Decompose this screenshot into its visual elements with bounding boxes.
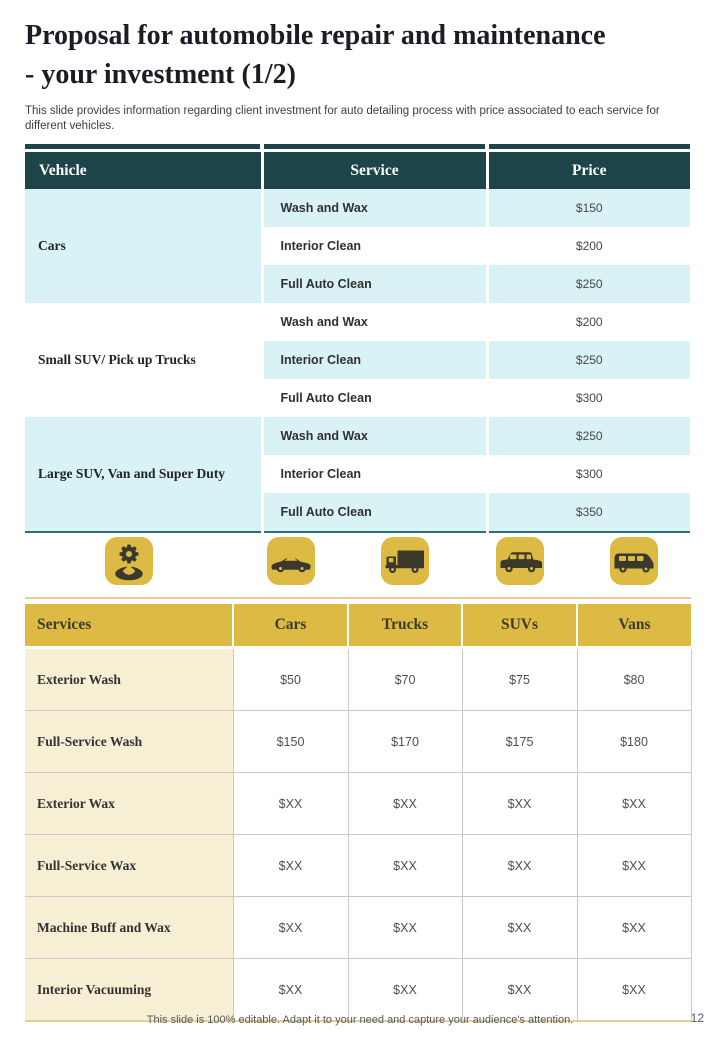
service-cell: Wash and Wax bbox=[262, 189, 487, 227]
price-cell: $XX bbox=[233, 773, 348, 835]
price-cell: $XX bbox=[577, 835, 691, 897]
vehicle-cell: Small SUV/ Pick up Trucks bbox=[25, 303, 262, 417]
pricing-table bbox=[25, 152, 690, 533]
price-cell: $150 bbox=[487, 189, 690, 227]
price-cell: $XX bbox=[348, 897, 462, 959]
table-row bbox=[25, 835, 691, 897]
price-cell: $300 bbox=[487, 455, 690, 493]
table-row bbox=[25, 897, 691, 959]
price-cell: $XX bbox=[348, 773, 462, 835]
car-icon bbox=[267, 537, 315, 585]
van-icon bbox=[610, 537, 658, 585]
accent-segment bbox=[25, 144, 260, 149]
table-row bbox=[25, 648, 691, 711]
accent-segment bbox=[489, 144, 690, 149]
page-number: 12 bbox=[690, 1011, 704, 1025]
price-cell: $80 bbox=[577, 648, 691, 711]
table-row bbox=[25, 303, 690, 341]
slide-description: This slide provides information regarding client investment for auto detailing process with price associated to each service for different vehicles. bbox=[25, 105, 660, 132]
price-cell: $XX bbox=[577, 959, 691, 1022]
price-cell: $XX bbox=[462, 959, 577, 1022]
price-cell: $200 bbox=[487, 227, 690, 265]
table-row bbox=[25, 417, 690, 455]
price-cell: $250 bbox=[487, 265, 690, 303]
service-name-cell: Interior Vacuuming bbox=[25, 959, 233, 1022]
hands-holding-gear-icon bbox=[105, 537, 153, 585]
service-cell: Wash and Wax bbox=[262, 303, 487, 341]
table-row bbox=[25, 711, 691, 773]
page-title-line2: - your investment (1/2) bbox=[25, 59, 296, 90]
price-cell: $XX bbox=[462, 897, 577, 959]
services-table-header-row bbox=[25, 604, 691, 648]
page-title-line1: Proposal for automobile repair and maintenance bbox=[25, 20, 606, 51]
price-cell: $XX bbox=[233, 897, 348, 959]
price-cell: $170 bbox=[348, 711, 462, 773]
price-cell: $XX bbox=[577, 773, 691, 835]
header-price: Price bbox=[487, 152, 690, 189]
header-vans: Vans bbox=[577, 604, 691, 648]
price-cell: $XX bbox=[233, 959, 348, 1022]
table-row bbox=[25, 773, 691, 835]
vehicle-cell: Cars bbox=[25, 189, 262, 303]
pricing-table-header-row bbox=[25, 152, 690, 189]
service-name-cell: Exterior Wax bbox=[25, 773, 233, 835]
suv-pickup-icon bbox=[496, 537, 544, 585]
price-cell: $XX bbox=[233, 835, 348, 897]
service-cell: Full Auto Clean bbox=[262, 265, 487, 303]
page-title bbox=[25, 16, 709, 94]
price-cell: $200 bbox=[487, 303, 690, 341]
vehicle-icons-row bbox=[0, 537, 720, 585]
price-cell: $XX bbox=[462, 773, 577, 835]
price-cell: $XX bbox=[577, 897, 691, 959]
price-cell: $XX bbox=[348, 835, 462, 897]
price-cell: $XX bbox=[348, 959, 462, 1022]
price-cell: $175 bbox=[462, 711, 577, 773]
price-cell: $250 bbox=[487, 417, 690, 455]
service-name-cell: Exterior Wash bbox=[25, 648, 233, 711]
service-cell: Full Auto Clean bbox=[262, 379, 487, 417]
price-cell: $250 bbox=[487, 341, 690, 379]
service-name-cell: Full-Service Wax bbox=[25, 835, 233, 897]
accent-segment bbox=[264, 144, 485, 149]
price-cell: $180 bbox=[577, 711, 691, 773]
header-suvs: SUVs bbox=[462, 604, 577, 648]
box-truck-icon bbox=[381, 537, 429, 585]
service-cell: Interior Clean bbox=[262, 341, 487, 379]
price-cell: $300 bbox=[487, 379, 690, 417]
price-cell: $75 bbox=[462, 648, 577, 711]
services-table-top-line bbox=[25, 597, 691, 599]
header-cars: Cars bbox=[233, 604, 348, 648]
services-table bbox=[25, 604, 692, 1022]
service-cell: Wash and Wax bbox=[262, 417, 487, 455]
service-cell: Interior Clean bbox=[262, 227, 487, 265]
vehicle-cell: Large SUV, Van and Super Duty bbox=[25, 417, 262, 532]
price-cell: $350 bbox=[487, 493, 690, 532]
footer-note: This slide is 100% editable. Adapt it to your need and capture your audience's attention. bbox=[146, 1014, 574, 1026]
table-row bbox=[25, 959, 691, 1022]
header-trucks: Trucks bbox=[348, 604, 462, 648]
price-cell: $70 bbox=[348, 648, 462, 711]
service-name-cell: Full-Service Wash bbox=[25, 711, 233, 773]
header-vehicle: Vehicle bbox=[25, 152, 262, 189]
service-cell: Interior Clean bbox=[262, 455, 487, 493]
price-cell: $50 bbox=[233, 648, 348, 711]
price-cell: $XX bbox=[462, 835, 577, 897]
table-row bbox=[25, 189, 690, 227]
pricing-table-accent-bar bbox=[25, 144, 690, 149]
service-name-cell: Machine Buff and Wax bbox=[25, 897, 233, 959]
header-service: Service bbox=[262, 152, 487, 189]
service-cell: Full Auto Clean bbox=[262, 493, 487, 532]
header-services: Services bbox=[25, 604, 233, 648]
price-cell: $150 bbox=[233, 711, 348, 773]
